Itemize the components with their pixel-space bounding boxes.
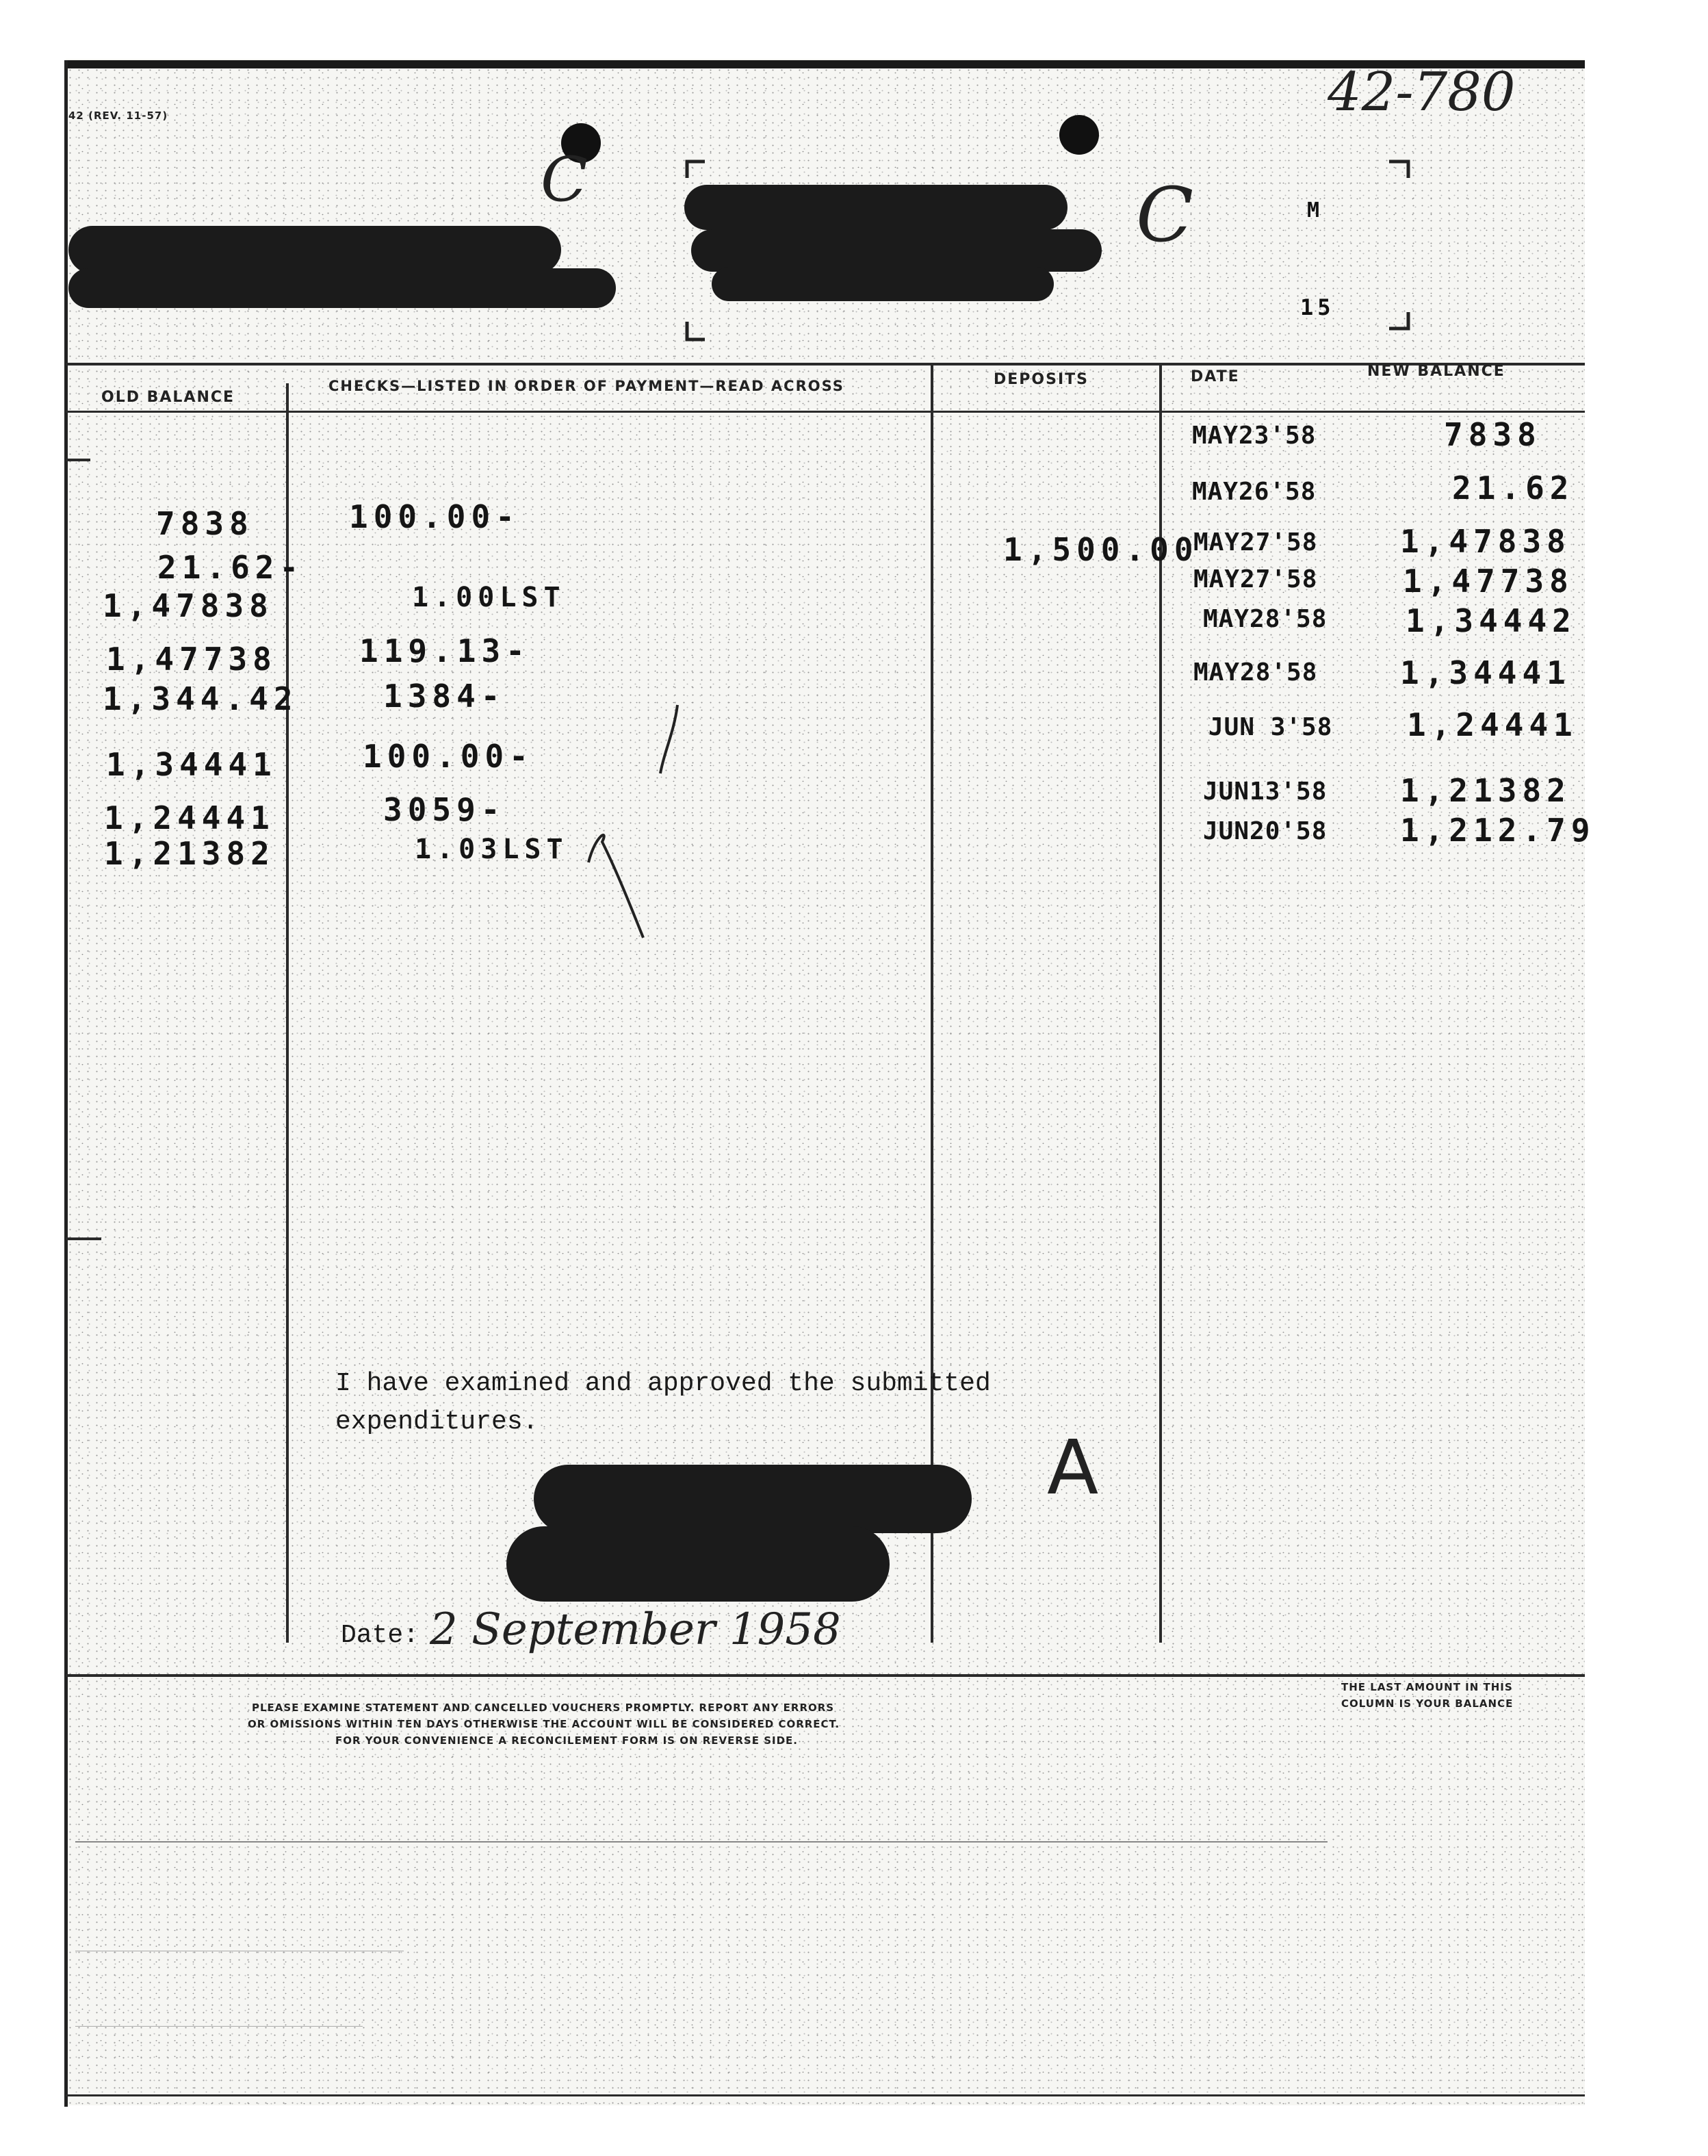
margin-tick <box>66 1237 101 1240</box>
check-amount: 119.13- <box>359 632 530 669</box>
new-balance-value: 1,24441 <box>1407 706 1578 743</box>
address-window-brackets <box>677 137 1430 356</box>
new-balance-value: 7838 <box>1444 416 1542 453</box>
check-amount: 1.03LST <box>415 834 569 865</box>
margin-tick <box>66 459 90 461</box>
check-amount: 3059- <box>383 791 506 828</box>
new-balance-value: 1,47838 <box>1400 523 1571 560</box>
footer-notice-line-2: OR OMISSIONS WITHIN TEN DAYS OTHERWISE THE ACCOUNT WILL BE CONSIDERED CORRECT. <box>248 1718 840 1730</box>
new-balance-value: 1,21382 <box>1400 772 1571 809</box>
handwritten-initial: A <box>1047 1424 1099 1511</box>
approval-date-label: Date: <box>341 1621 419 1650</box>
left-edge-bar <box>64 60 68 2107</box>
check-amount: 100.00- <box>363 738 534 775</box>
column-divider-2 <box>931 363 933 1643</box>
handwritten-mark-left: C <box>541 144 588 216</box>
approval-date-value: 2 September 1958 <box>430 1604 841 1655</box>
new-balance-value: 1,47738 <box>1403 563 1574 600</box>
column-header-checks: CHECKS—LISTED IN ORDER OF PAYMENT—READ ACROSS <box>328 378 844 394</box>
redaction-name-2 <box>68 268 616 308</box>
posting-date: MAY28'58 <box>1203 605 1328 633</box>
footer-notice-line-3: FOR YOUR CONVENIENCE A RECONCILEMENT FORM IS ON REVERSE SIDE. <box>335 1734 798 1747</box>
reference-number: 42-780 <box>1328 62 1516 123</box>
check-amount: 100.00- <box>349 498 520 535</box>
deposit-amount: 1,500.00 <box>1003 531 1199 568</box>
old-balance-value: 7838 <box>156 505 254 542</box>
faint-rule <box>75 1841 1328 1843</box>
new-balance-value: 1,34442 <box>1406 602 1577 639</box>
redaction-name-1 <box>68 226 561 274</box>
old-balance-value: 1,21382 <box>104 835 275 872</box>
posting-date: JUN13'58 <box>1203 778 1328 806</box>
redaction-signature-1 <box>534 1465 972 1533</box>
posting-date: MAY26'58 <box>1192 478 1317 506</box>
approval-statement-cont: expenditures. <box>335 1407 539 1437</box>
column-header-old-balance: OLD BALANCE <box>101 389 235 406</box>
posting-date: MAY27'58 <box>1193 565 1318 593</box>
table-top-rule <box>66 363 1585 365</box>
balance-note-line-2: COLUMN IS YOUR BALANCE <box>1341 1697 1514 1710</box>
old-balance-value: 1,344.42 <box>103 680 298 717</box>
handwritten-mark-right: C <box>1136 171 1194 259</box>
table-header-rule <box>66 411 1585 413</box>
old-balance-value: 1,24441 <box>104 799 275 836</box>
faint-rule <box>75 2026 363 2027</box>
check-amount: 1384- <box>383 678 506 715</box>
posting-date: JUN20'58 <box>1203 817 1328 845</box>
old-balance-value: 1,34441 <box>106 746 277 783</box>
old-balance-value: 1,47738 <box>106 641 277 678</box>
footer-notice-line-1: PLEASE EXAMINE STATEMENT AND CANCELLED VOUCHERS PROMPTLY. REPORT ANY ERRORS <box>252 1702 835 1714</box>
approval-statement: I have examined and approved the submitted <box>335 1369 991 1398</box>
old-balance-value: 21.62- <box>157 549 305 586</box>
statement-sheet <box>66 59 1585 2105</box>
posting-date: MAY27'58 <box>1193 528 1318 556</box>
stamp-letter: M <box>1307 198 1324 222</box>
table-bottom-rule <box>66 1674 1585 1677</box>
column-header-deposits: DEPOSITS <box>994 371 1089 388</box>
posting-date: MAY23'58 <box>1192 422 1317 450</box>
new-balance-value: 1,34441 <box>1400 654 1571 691</box>
check-amount: 1.00LST <box>412 582 566 613</box>
new-balance-value: 21.62 <box>1452 470 1575 506</box>
sheet-bottom-rule <box>66 2094 1585 2096</box>
column-header-new-balance: NEW BALANCE <box>1367 363 1505 380</box>
posting-date: MAY28'58 <box>1193 658 1318 686</box>
balance-note-line-1: THE LAST AMOUNT IN THIS <box>1341 1681 1513 1693</box>
stamp-number: 15 <box>1300 294 1335 320</box>
redaction-signature-2 <box>506 1526 890 1602</box>
column-header-date: DATE <box>1191 368 1240 385</box>
old-balance-value: 1,47838 <box>103 587 274 624</box>
new-balance-value: 1,212.79 <box>1400 812 1596 849</box>
handwritten-tick-marks <box>575 548 698 945</box>
form-code: 42 (REV. 11-57) <box>68 110 168 122</box>
posting-date: JUN 3'58 <box>1208 713 1333 741</box>
